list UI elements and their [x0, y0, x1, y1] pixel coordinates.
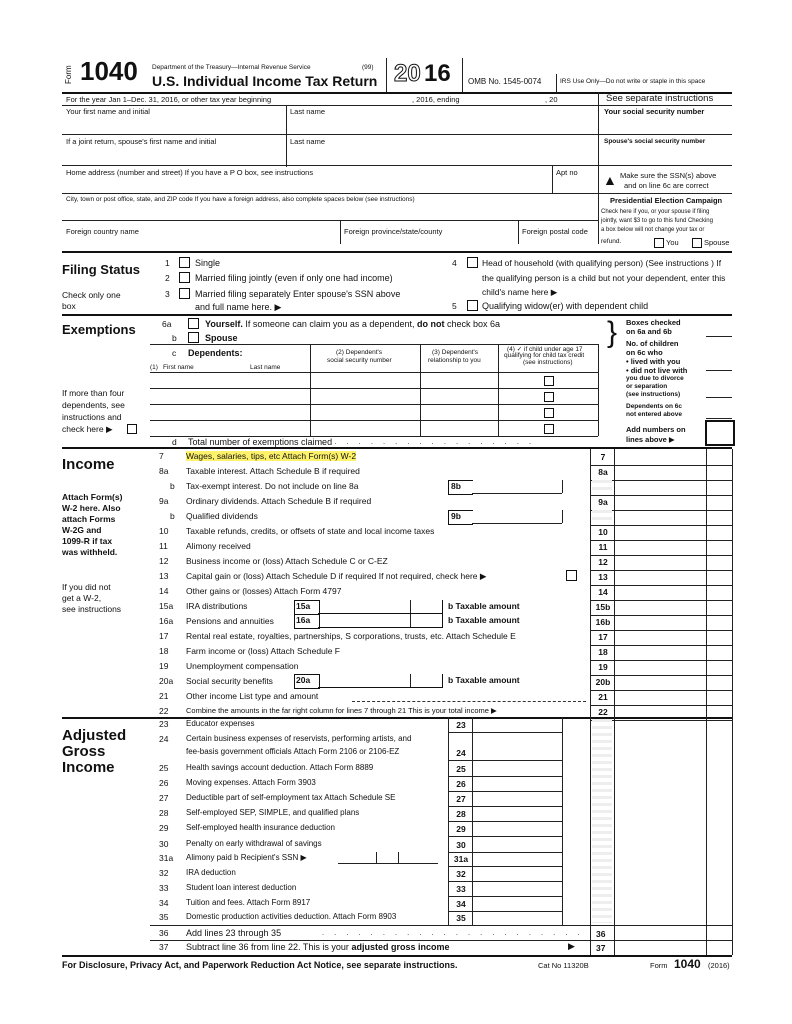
- exemptions-title: Exemptions: [62, 322, 136, 337]
- agi-box-label: 30: [456, 840, 466, 850]
- box-9b-label: 9b: [451, 511, 461, 521]
- income-amount-input[interactable]: [616, 600, 704, 614]
- income-line-num: b: [170, 481, 175, 491]
- income-box-label: 12: [598, 557, 608, 567]
- income-line-label: Tax-exempt interest. Do not include on line 8a: [186, 481, 359, 491]
- agi-amount-input[interactable]: [474, 777, 560, 791]
- agi-box-label: 34: [456, 899, 466, 909]
- apt-no-label: Apt no: [556, 168, 578, 177]
- income-line-label: Other gains or (losses) Attach Form 4797: [186, 586, 342, 596]
- income-side-8: get a W-2,: [62, 593, 102, 603]
- agi-amount-input[interactable]: [474, 822, 560, 836]
- first-name-input[interactable]: [64, 117, 284, 133]
- income-amount-input[interactable]: [616, 570, 704, 584]
- home-address-input[interactable]: [64, 177, 550, 191]
- right-on-6c: on 6c who: [626, 348, 663, 357]
- agi-line-label: Alimony paid b Recipient's SSN ▶: [186, 853, 307, 862]
- income-line-num: 22: [159, 706, 169, 716]
- agi-line-label: Self-employed SEP, SIMPLE, and qualified plans: [186, 808, 360, 817]
- agi-box-label: 31a: [453, 854, 469, 864]
- income-line-num: 18: [159, 646, 169, 656]
- income-line-num: 8a: [159, 466, 169, 476]
- agi-line-num: 29: [159, 823, 169, 833]
- right-dep-6c: Dependents on 6c: [626, 403, 682, 410]
- box-16a-input[interactable]: [318, 614, 443, 628]
- apt-no-input[interactable]: [554, 177, 596, 191]
- foreign-country-label: Foreign country name: [66, 227, 139, 236]
- right-separation: or separation: [626, 383, 668, 390]
- pec-line1: Check here if you, or your spouse if filing: [601, 209, 710, 215]
- make-sure-line1: Make sure the SSN(s) above: [620, 171, 717, 180]
- income-line-label: Alimony received: [186, 541, 251, 551]
- form-side-label: Form: [64, 65, 73, 84]
- first-name-label: Your first name and initial: [66, 107, 150, 116]
- agi-title-3: Income: [62, 759, 115, 776]
- taxable-amount-16b-label: b Taxable amount: [448, 615, 520, 625]
- irs-use-only: IRS Use Only—Do not write or staple in this space: [560, 78, 706, 85]
- income-amount-input[interactable]: [616, 690, 704, 704]
- agi-line-num: 35: [159, 912, 169, 922]
- income-side-2: W-2 here. Also: [62, 503, 121, 513]
- shaded-cell: [592, 510, 612, 524]
- agi-line-num: 23: [159, 719, 169, 729]
- right-boxes-checked: Boxes checked: [626, 318, 681, 327]
- agi-line-num: 33: [159, 883, 169, 893]
- yourself-checkbox[interactable]: [188, 318, 199, 329]
- income-line-label: Unemployment compensation: [186, 661, 299, 671]
- last-name-label: Last name: [290, 107, 326, 116]
- income-amount-input[interactable]: [616, 495, 704, 509]
- more-deps-2: dependents, see: [62, 400, 125, 410]
- agency-name: Department of the Treasury—Internal Revenue Service: [152, 64, 311, 71]
- right-no-children: No. of children: [626, 339, 679, 348]
- year-outline: 20: [394, 60, 421, 87]
- agi-line-num: 30: [159, 839, 169, 849]
- box-20a-input[interactable]: [318, 674, 443, 688]
- filing-4-num: 4: [452, 258, 457, 268]
- spouse-checkbox[interactable]: [188, 332, 199, 343]
- income-line-label: Taxable interest. Attach Schedule B if required: [186, 466, 360, 476]
- check-only-one-box: box: [62, 301, 76, 311]
- agi-box-label: 35: [456, 913, 466, 923]
- footer-cat-no: Cat No 11320B: [538, 961, 589, 970]
- see-separate-instructions: See separate instructions: [606, 93, 714, 104]
- joint-first-name-label: If a joint return, spouse's first name and initial: [66, 137, 217, 146]
- right-lines-above: lines above ▶: [626, 435, 675, 444]
- exemption-6c-num: c: [172, 348, 177, 358]
- agi-box-label: 29: [456, 824, 466, 834]
- dependent2-ctc-checkbox[interactable]: [544, 392, 554, 402]
- married-separately-checkbox[interactable]: [179, 288, 190, 299]
- income-line-num: 19: [159, 661, 169, 671]
- form-number: 1040: [80, 56, 138, 86]
- income-box-label: 16b: [595, 617, 611, 627]
- total-exemptions-box[interactable]: [705, 420, 735, 446]
- right-divorce: you due to divorce: [626, 375, 684, 382]
- yourself-label: Yourself. If someone can claim you as a dependent, do not check box 6a: [205, 319, 501, 329]
- single-label: Single: [195, 258, 221, 268]
- footer-form-year: (2016): [708, 961, 730, 970]
- more-deps-3: instructions and: [62, 412, 122, 422]
- box-15a-input[interactable]: [318, 600, 443, 614]
- tax-year-label: For the year Jan 1–Dec. 31, 2016, or other tax year beginning: [66, 95, 272, 104]
- head-of-household-line2: the qualifying person is a child but not your dependent, enter this: [482, 273, 726, 283]
- col1-last-name: Last name: [250, 364, 281, 371]
- income-line-num: 17: [159, 631, 169, 641]
- income-box-label: 17: [598, 632, 608, 642]
- right-on-6a-6b: on 6a and 6b: [626, 327, 672, 336]
- income-box-label: 22: [598, 707, 608, 717]
- income-line-label: Combine the amounts in the far right column for lines 7 through 21 This is your total income ▶: [186, 706, 497, 715]
- income-line-num: b: [170, 511, 175, 521]
- agi-box-label: 27: [456, 794, 466, 804]
- filing-2-num: 2: [165, 273, 170, 283]
- income-side-7: If you did not: [62, 582, 111, 592]
- income-amount-input[interactable]: [616, 525, 704, 539]
- income-line-label: Business income or (loss) Attach Schedule C or C-EZ: [186, 556, 388, 566]
- brace-icon: }: [607, 316, 618, 349]
- col4-header-c: (see instructions): [523, 359, 573, 366]
- col2-header: (2) Dependent's: [336, 349, 383, 356]
- ssn-label: Your social security number: [604, 107, 705, 116]
- income-line-label: Qualified dividends: [186, 511, 258, 521]
- agi-line-label: Educator expenses: [186, 719, 255, 728]
- income-amount-input[interactable]: [616, 675, 704, 689]
- more-deps-1: If more than four: [62, 388, 125, 398]
- agi-line-num: 25: [159, 763, 169, 773]
- row-rule: [448, 760, 562, 761]
- income-line-label: Taxable refunds, credits, or offsets of state and local income taxes: [186, 526, 435, 536]
- dependent4-ctc-checkbox[interactable]: [544, 424, 554, 434]
- income-box-label: 8a: [598, 467, 608, 477]
- agi-line-label: Self-employed health insurance deduction: [186, 823, 335, 832]
- income-box-label: 9a: [598, 497, 608, 507]
- agi-amount-input[interactable]: [474, 807, 560, 821]
- foreign-postal-label: Foreign postal code: [522, 227, 588, 236]
- income-amount-input[interactable]: [616, 630, 704, 644]
- ending-year-label: , 20: [545, 95, 558, 104]
- line-36-num: 36: [159, 928, 169, 938]
- agi-amount-input[interactable]: [474, 867, 560, 881]
- row-rule: [448, 732, 562, 733]
- income-box-label: 10: [598, 527, 608, 537]
- form-code: (99): [362, 64, 374, 71]
- agi-line-num: 34: [159, 898, 169, 908]
- agi-amount-input[interactable]: [474, 838, 560, 852]
- footer-notice: For Disclosure, Privacy Act, and Paperwork Reduction Act Notice, see separate instructions.: [62, 960, 458, 970]
- income-box-label: 21: [598, 692, 608, 702]
- income-line-label: Other income List type and amount: [186, 691, 319, 701]
- income-line-num: 7: [159, 451, 164, 461]
- agi-line-num: 26: [159, 778, 169, 788]
- income-box-label: 11: [598, 542, 608, 552]
- exemption-6a-num: 6a: [162, 319, 172, 329]
- pec-refund: refund.: [601, 238, 622, 245]
- income-amount-input[interactable]: [616, 645, 704, 659]
- agi-line-label: Moving expenses. Attach Form 3903: [186, 778, 316, 787]
- agi-box-label: 26: [456, 779, 466, 789]
- married-jointly-checkbox[interactable]: [179, 272, 190, 283]
- pec-you-label: You: [666, 238, 679, 247]
- income-line-label: IRA distributions: [186, 601, 248, 611]
- income-box-label: 19: [598, 662, 608, 672]
- income-side-5: 1099-R if tax: [62, 536, 113, 546]
- recipient-ssn-input[interactable]: [338, 852, 398, 863]
- make-sure-line2: and on line 6c are correct: [624, 181, 709, 190]
- more-deps-4: check here ▶: [62, 424, 113, 434]
- agi-line-label: Student loan interest deduction: [186, 883, 297, 892]
- exemption-6d-num: d: [172, 437, 177, 447]
- right-not-entered: not entered above: [626, 411, 682, 418]
- agi-box-label: 23: [456, 720, 466, 730]
- agi-line-num: 24: [159, 734, 169, 744]
- agi-line-label: Deductible part of self-employment tax Attach Schedule SE: [186, 793, 396, 802]
- your-ssn-input[interactable]: [600, 117, 730, 133]
- pec-you-checkbox[interactable]: [654, 238, 664, 248]
- col2-header-b: social security number: [327, 357, 392, 364]
- filing-5-num: 5: [452, 301, 457, 311]
- home-address-label: Home address (number and street) If you have a P O box, see instructions: [66, 168, 314, 177]
- taxable-amount-20b-label: b Taxable amount: [448, 675, 520, 685]
- income-side-1: Attach Form(s): [62, 492, 123, 502]
- form-title: U.S. Individual Income Tax Return: [152, 73, 378, 89]
- income-line-num: 11: [159, 541, 168, 551]
- last-name-input[interactable]: [288, 117, 596, 133]
- right-lived: • lived with you: [626, 357, 681, 366]
- income-line-num: 20a: [159, 676, 174, 686]
- head-of-household-label: Head of household (with qualifying person) (See instructions ) If: [482, 258, 722, 268]
- right-see-instr: (see instructions): [626, 391, 681, 398]
- box-36-label: 36: [596, 929, 606, 939]
- income-line-label: Wages, salaries, tips, etc Attach Form(s) W-2: [186, 451, 357, 461]
- spouse-ssn-label: Spouse's social security number: [604, 138, 706, 145]
- income-line-num: 14: [159, 586, 169, 596]
- married-jointly-label: Married filing jointly (even if only one had income): [195, 273, 393, 283]
- married-separately-label: Married filing separately Enter spouse's SSN above: [195, 289, 401, 299]
- check-only-one: Check only one: [62, 290, 121, 300]
- agi-line-label: Tuition and fees. Attach Form 8917: [186, 898, 311, 907]
- footer-form-num: 1040: [674, 957, 701, 971]
- capital-gain-not-required-checkbox[interactable]: [566, 570, 577, 581]
- income-line-num: 16a: [159, 616, 174, 626]
- total-exemptions-label: Total number of exemptions claimed: [188, 437, 333, 447]
- pec-title: Presidential Election Campaign: [610, 196, 723, 205]
- agi-box-label: 25: [456, 764, 466, 774]
- exemption-6b-num: b: [172, 333, 177, 343]
- footer-form-word: Form: [650, 961, 668, 970]
- agi-amount-input[interactable]: [474, 762, 560, 776]
- income-amount-input[interactable]: [616, 450, 704, 464]
- leader-dots-36: . . . . . . . . . . . . . . . . . . . . . . .: [322, 928, 596, 937]
- agi-line-num: 28: [159, 808, 169, 818]
- agi-line-num: 27: [159, 793, 169, 803]
- foreign-province-label: Foreign province/state/county: [344, 227, 443, 236]
- income-line-label: Social security benefits: [186, 676, 273, 686]
- income-line-num: 9a: [159, 496, 169, 506]
- more-dependents-checkbox[interactable]: [127, 424, 137, 434]
- dependents-label: Dependents:: [188, 348, 243, 358]
- qualifying-widow-checkbox[interactable]: [467, 300, 478, 311]
- line-37-amount[interactable]: [616, 940, 730, 953]
- agi-box-label: 28: [456, 809, 466, 819]
- shaded-column: [592, 719, 612, 923]
- col3-header: (3) Dependent's: [432, 349, 479, 356]
- col3-header-b: relationship to you: [428, 357, 481, 364]
- box-16a-label: 16a: [296, 615, 311, 625]
- agi-amount-input[interactable]: [474, 911, 560, 925]
- income-amount-input[interactable]: [616, 465, 704, 479]
- filing-1-num: 1: [165, 258, 170, 268]
- agi-amount-input[interactable]: [474, 746, 560, 760]
- income-line-label: Capital gain or (loss) Attach Schedule D if required If not required, check here ▶: [186, 571, 487, 581]
- filing-status-title: Filing Status: [62, 262, 140, 277]
- income-side-6: was withheld.: [62, 547, 118, 557]
- shaded-cell: [592, 480, 612, 494]
- box-8b-input[interactable]: [474, 480, 560, 493]
- income-line-num: 15a: [159, 601, 174, 611]
- head-of-household-line3: child's name here ▶: [482, 287, 558, 297]
- income-box-label: 7: [600, 452, 606, 462]
- income-line-num: 12: [159, 556, 169, 566]
- pec-spouse-label: Spouse: [704, 238, 730, 247]
- income-title: Income: [62, 456, 115, 473]
- joint-last-name-label: Last name: [290, 137, 326, 146]
- dependent1-ctc-checkbox[interactable]: [544, 376, 554, 386]
- box-8b-label: 8b: [451, 481, 461, 491]
- income-line-num: 21: [159, 691, 169, 701]
- line-36-amount[interactable]: [616, 926, 730, 939]
- agi-amount-input[interactable]: [474, 882, 560, 896]
- income-line-label: Rental real estate, royalties, partnerships, S corporations, trusts, etc. Attach Schedule E: [186, 631, 516, 641]
- pec-line3: a box below will not change your tax or: [601, 227, 705, 233]
- leader-dots: . . . . . . . . . . . . . . . . . . .: [310, 437, 536, 446]
- spouse-first-name-input[interactable]: [64, 147, 284, 163]
- line-37-num: 37: [159, 942, 169, 952]
- agi-line-label: IRA deduction: [186, 868, 236, 877]
- income-side-9: see instructions: [62, 604, 122, 614]
- agi-box-label: 24: [456, 748, 466, 758]
- income-line-label: Pensions and annuities: [186, 616, 274, 626]
- agi-title-1: Adjusted: [62, 727, 127, 744]
- box-15a-label: 15a: [296, 601, 311, 611]
- line-37-label: Subtract line 36 from line 22. This is your adjusted gross income: [186, 942, 450, 952]
- taxable-amount-15b-label: b Taxable amount: [448, 601, 520, 611]
- income-side-3: attach Forms: [62, 514, 116, 524]
- spouse-label: Spouse: [205, 333, 238, 343]
- dependent3-ctc-checkbox[interactable]: [544, 408, 554, 418]
- income-amount-input[interactable]: [616, 660, 704, 674]
- income-box-label: 20b: [595, 677, 611, 687]
- box-37-label: 37: [596, 943, 606, 953]
- agi-title-2: Gross: [62, 743, 106, 760]
- box-9b-input[interactable]: [474, 510, 560, 523]
- income-line-label: Farm income or (loss) Attach Schedule F: [186, 646, 341, 656]
- income-line-label: Ordinary dividends. Attach Schedule B if required: [186, 496, 372, 506]
- agi-line-label: Certain business expenses of reservists, performing artists, and: [186, 734, 412, 743]
- agi-line-label: fee-basis government officials Attach Form 2106 or 2106-EZ: [186, 747, 400, 756]
- spouse-last-name-input[interactable]: [288, 147, 596, 163]
- income-side-4: W-2G and: [62, 525, 102, 535]
- pec-line2: jointly, want $3 to go to this fund Checking: [601, 218, 713, 224]
- agi-line-num: 32: [159, 868, 169, 878]
- income-amount-input[interactable]: [616, 585, 704, 599]
- col4-header-b: qualifying for child tax credit: [504, 352, 585, 359]
- income-line-num: 13: [159, 571, 169, 581]
- single-checkbox[interactable]: [179, 257, 190, 268]
- agi-box-label: 33: [456, 884, 466, 894]
- agi-line-label: Domestic production activities deduction. Attach Form 8903: [186, 912, 397, 921]
- agi-box-label: 32: [456, 869, 466, 879]
- ending-label: , 2016, ending: [412, 95, 460, 104]
- agi-amount-input[interactable]: [474, 852, 560, 866]
- spouse-ssn-input[interactable]: [600, 147, 730, 163]
- line-36-label: Add lines 23 through 35: [186, 928, 282, 938]
- box-20a-label: 20a: [296, 675, 311, 685]
- income-amount-input[interactable]: [616, 615, 704, 629]
- city-label: City, town or post office, state, and ZIP code If you have a foreign address, also complete spaces below (see instructions): [66, 196, 415, 203]
- agi-amount-input[interactable]: [474, 718, 560, 732]
- pec-spouse-checkbox[interactable]: [692, 238, 702, 248]
- agi-amount-input[interactable]: [474, 897, 560, 911]
- year-bold: 16: [424, 60, 451, 87]
- arrow-icon: ▶: [568, 941, 575, 951]
- agi-amount-input[interactable]: [474, 792, 560, 806]
- married-separately-name: and full name here. ▶: [195, 302, 282, 312]
- income-box-label: 13: [598, 572, 608, 582]
- warning-triangle-icon: ▲: [603, 172, 617, 188]
- income-amount-input[interactable]: [616, 540, 704, 554]
- income-box-label: 14: [598, 587, 608, 597]
- agi-line-label: Health savings account deduction. Attach Form 8889: [186, 763, 374, 772]
- filing-3-num: 3: [165, 289, 170, 299]
- city-input[interactable]: [64, 206, 596, 220]
- agi-line-num: 31a: [159, 853, 174, 863]
- col1-num: (1): [150, 364, 158, 371]
- agi-line-label: Penalty on early withdrawal of savings: [186, 839, 322, 848]
- col1-first-name: First name: [163, 364, 194, 371]
- income-box-label: 18: [598, 647, 608, 657]
- col4-header: (4) ✓ if child under age 17: [507, 346, 583, 353]
- income-box-label: 15b: [595, 602, 611, 612]
- omb-number: OMB No. 1545-0074: [468, 77, 542, 86]
- income-amount-input[interactable]: [616, 555, 704, 569]
- row-rule: [448, 836, 562, 837]
- income-line-num: 10: [159, 526, 169, 536]
- qualifying-widow-label: Qualifying widow(er) with dependent child: [482, 301, 649, 311]
- right-add-numbers: Add numbers on: [626, 425, 686, 434]
- right-did-not: • did not live with: [626, 366, 688, 375]
- head-of-household-checkbox[interactable]: [467, 257, 478, 268]
